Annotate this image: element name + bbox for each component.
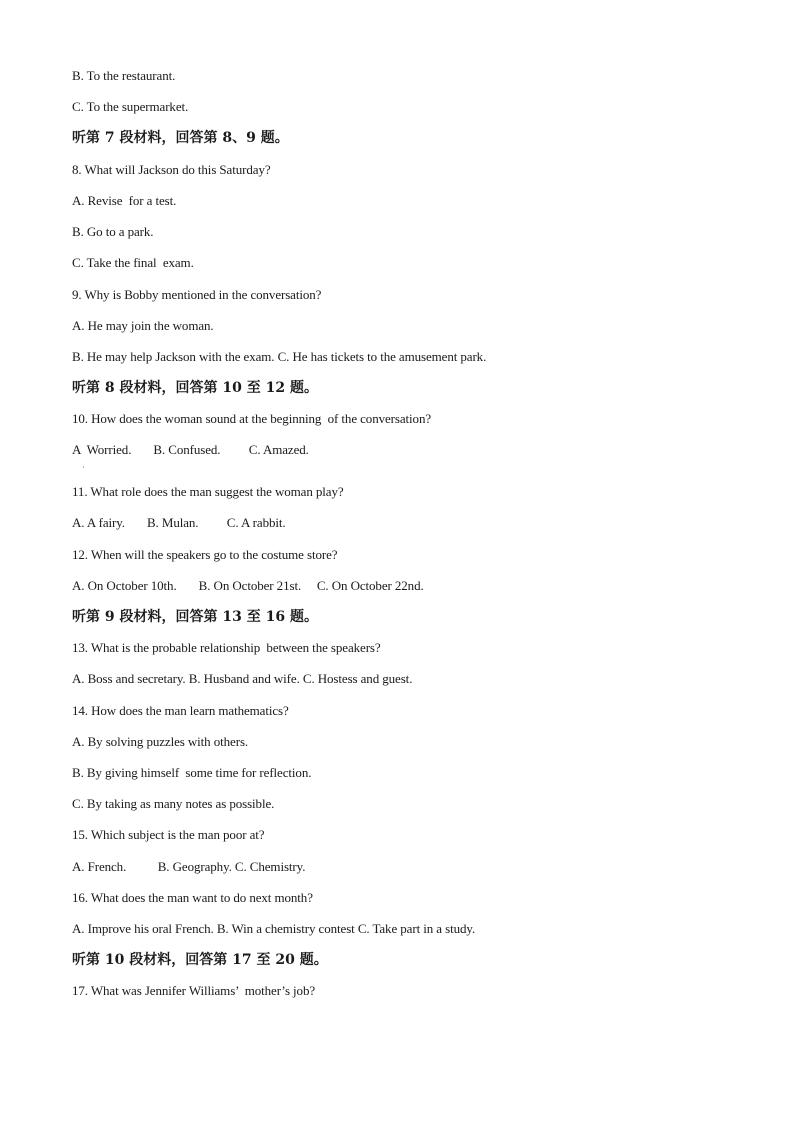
option-line: B. He may help Jackson with the exam. C. He has tickets to the amusement park. [72, 349, 487, 364]
question-line: 11. What role does the man suggest the woman play? [72, 484, 344, 499]
option-line: A. By solving puzzles with others. [72, 734, 249, 749]
option-line: B. By giving himself some time for reflection. [72, 765, 312, 780]
question-line: 12. When will the speakers go to the costume store? [72, 547, 338, 562]
option-line: C. To the supermarket. [72, 99, 189, 114]
option-line: A Worried. B. Confused. C. Amazed. [72, 442, 309, 457]
section-heading: 听第 8 段材料，回答第 10 至 12 题。 [72, 380, 318, 396]
question-line: 8. What will Jackson do this Saturday? [72, 162, 271, 177]
option-line: A. French. B. Geography. C. Chemistry. [72, 859, 306, 874]
question-line: 17. What was Jennifer Williams’ mother’s job? [72, 983, 316, 998]
section-heading: 听第 7 段材料，回答第 8、9 题。 [72, 130, 289, 146]
question-line: 10. How does the woman sound at the beginning of the conversation? [72, 411, 432, 426]
option-line: C. Take the final exam. [72, 255, 194, 270]
section-heading: 听第 9 段材料，回答第 13 至 16 题。 [72, 609, 318, 625]
section-heading: 听第 10 段材料，回答第 17 至 20 题。 [72, 952, 328, 968]
option-line: B. To the restaurant. [72, 68, 176, 83]
option-line: A. He may join the woman. [72, 318, 214, 333]
option-line: B. Go to a park. [72, 224, 154, 239]
option-line: A. Boss and secretary. B. Husband and wife. C. Hostess and guest. [72, 671, 413, 686]
question-line: 9. Why is Bobby mentioned in the conversation? [72, 287, 322, 302]
option-line: A. A fairy. B. Mulan. C. A rabbit. [72, 515, 286, 530]
stray-mark: · [82, 463, 85, 472]
option-line: A. On October 10th. B. On October 21st. C. On October 22nd. [72, 578, 424, 593]
option-line: A. Revise for a test. [72, 193, 177, 208]
question-line: 13. What is the probable relationship between the speakers? [72, 640, 381, 655]
question-line: 15. Which subject is the man poor at? [72, 827, 265, 842]
question-line: 14. How does the man learn mathematics? [72, 703, 289, 718]
option-line: C. By taking as many notes as possible. [72, 796, 275, 811]
question-line: 16. What does the man want to do next month? [72, 890, 313, 905]
option-line: A. Improve his oral French. B. Win a chemistry contest C. Take part in a study. [72, 921, 476, 936]
